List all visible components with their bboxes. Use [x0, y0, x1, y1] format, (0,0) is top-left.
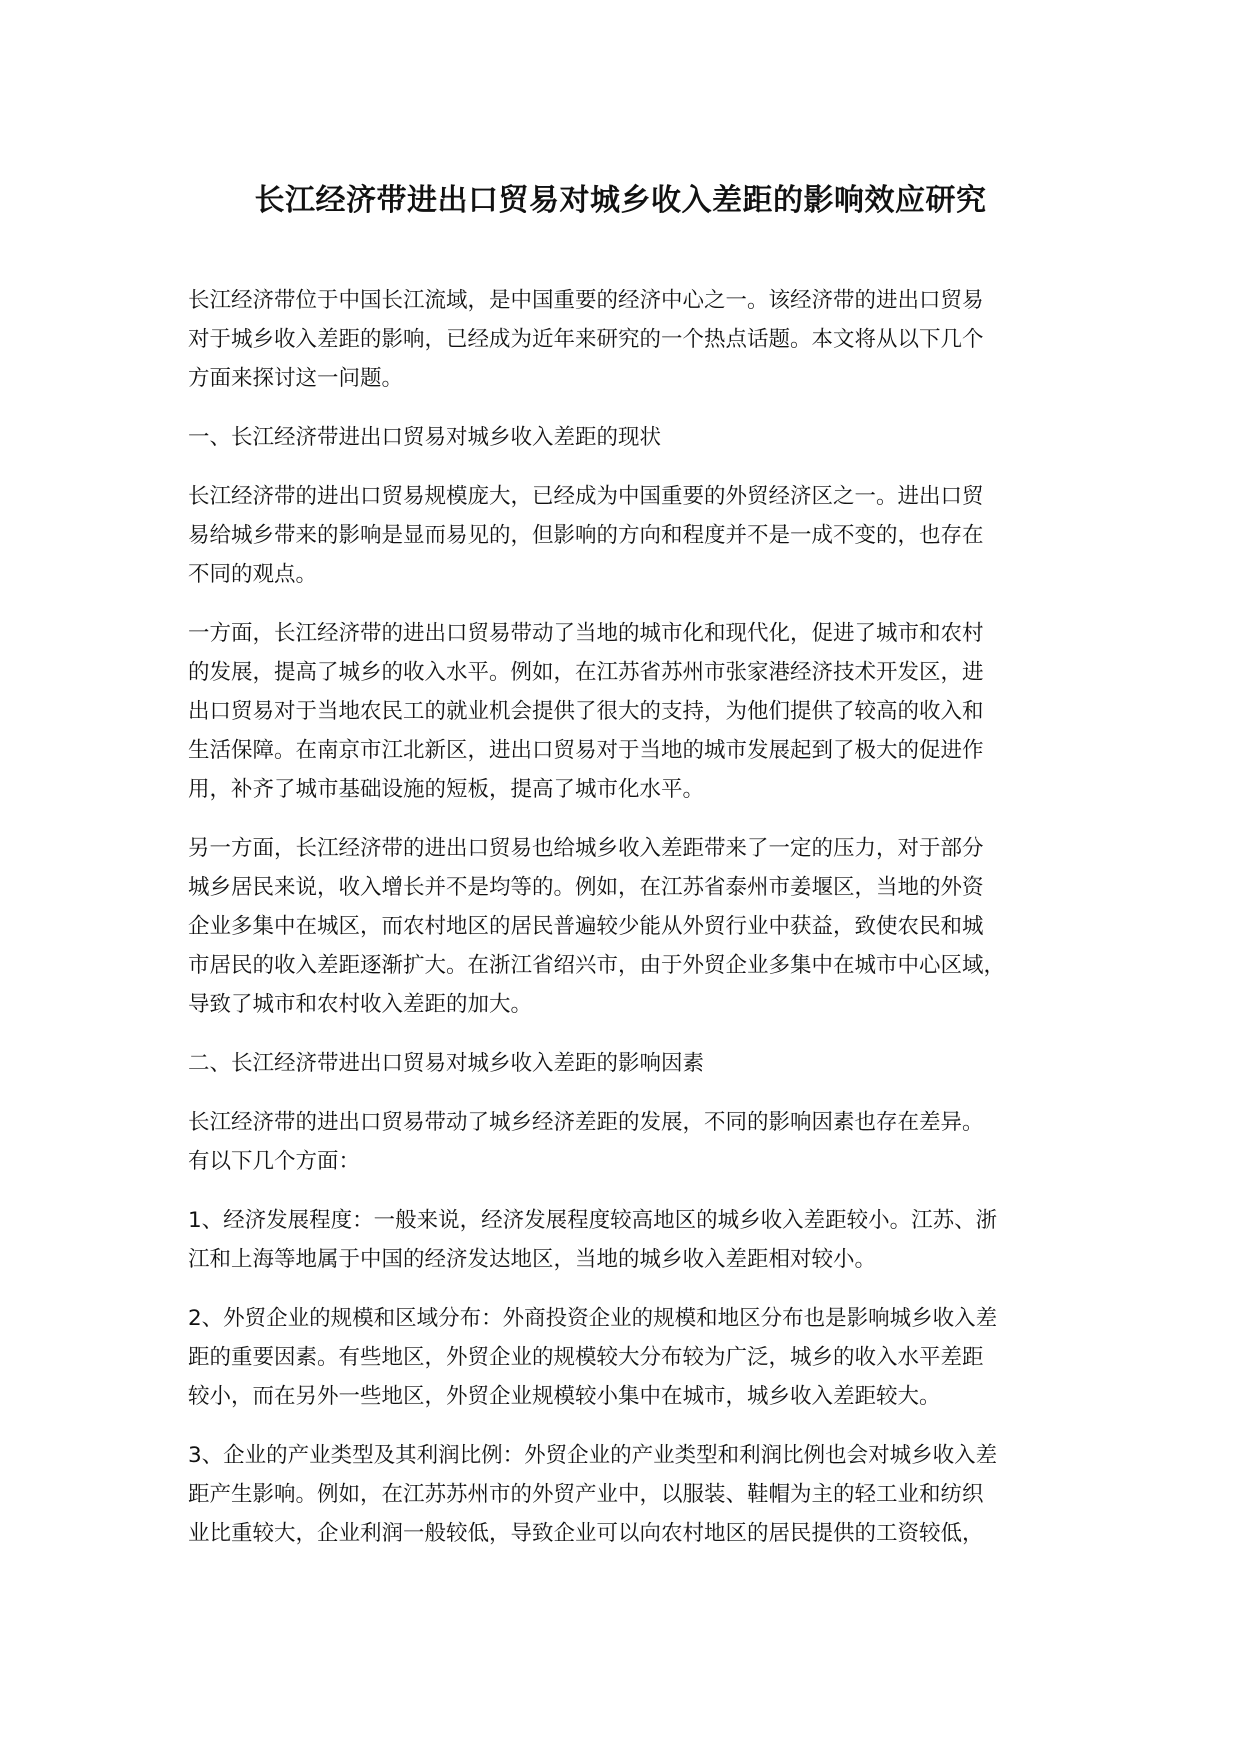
paragraph-line: 有以下几个方面：: [188, 1149, 361, 1174]
paragraph-line: 3、企业的产业类型及其利润比例：外贸企业的产业类型和利润比例也会对城乡收入差: [188, 1443, 998, 1468]
paragraph: [188, 1044, 1088, 1083]
paragraph-line: 距的重要因素。有些地区，外贸企业的规模较大分布较为广泛，城乡的收入水平差距: [188, 1345, 984, 1370]
paragraph-line: 一、长江经济带进出口贸易对城乡收入差距的现状: [188, 425, 662, 450]
paragraph-line: 对于城乡收入差距的影响，已经成为近年来研究的一个热点话题。本文将从以下几个: [188, 327, 984, 352]
paragraph-spacing: [188, 1083, 1088, 1103]
paragraph-line: 易给城乡带来的影响是显而易见的，但影响的方向和程度并不是一成不变的，也存在: [188, 523, 984, 548]
paragraph-line: 方面来探讨这一问题。: [188, 366, 404, 391]
paragraph-line: 城乡居民来说，收入增长并不是均等的。例如，在江苏省泰州市姜堰区，当地的外资: [188, 875, 984, 900]
paragraph-spacing: [188, 398, 1088, 418]
paragraph: [188, 477, 1088, 594]
paragraph-spacing: [188, 594, 1088, 614]
paragraph-line: 业比重较大，企业利润一般较低，导致企业可以向农村地区的居民提供的工资较低，: [188, 1521, 984, 1546]
paragraph-line: 出口贸易对于当地农民工的就业机会提供了很大的支持，为他们提供了较高的收入和: [188, 699, 984, 724]
document-body: [188, 281, 1088, 1553]
paragraph-line: 另一方面，长江经济带的进出口贸易也给城乡收入差距带来了一定的压力，对于部分: [188, 836, 984, 861]
paragraph-spacing: [188, 457, 1088, 477]
paragraph-line: 市居民的收入差距逐渐扩大。在浙江省绍兴市，由于外贸企业多集中在城市中心区域，: [188, 953, 1006, 978]
paragraph-line: 生活保障。在南京市江北新区，进出口贸易对于当地的城市发展起到了极大的促进作: [188, 738, 984, 763]
paragraph: [188, 1201, 1088, 1279]
paragraph-line: 企业多集中在城区，而农村地区的居民普遍较少能从外贸行业中获益，致使农民和城: [188, 914, 984, 939]
paragraph-line: 2、外贸企业的规模和区域分布：外商投资企业的规模和地区分布也是影响城乡收入差: [188, 1306, 998, 1331]
paragraph-line: 不同的观点。: [188, 562, 318, 587]
paragraph: [188, 1436, 1088, 1553]
paragraph: [188, 1103, 1088, 1181]
paragraph-line: 导致了城市和农村收入差距的加大。: [188, 992, 533, 1017]
paragraph-spacing: [188, 1416, 1088, 1436]
paragraph-line: 的发展，提高了城乡的收入水平。例如，在江苏省苏州市张家港经济技术开发区，进: [188, 660, 984, 685]
paragraph: [188, 614, 1088, 809]
paragraph: [188, 281, 1088, 398]
paragraph-line: 用，补齐了城市基础设施的短板，提高了城市化水平。: [188, 777, 705, 802]
paragraph-spacing: [188, 1279, 1088, 1299]
paragraph-line: 一方面，长江经济带的进出口贸易带动了当地的城市化和现代化，促进了城市和农村: [188, 621, 984, 646]
paragraph: [188, 418, 1088, 457]
paragraph-line: 1、经济发展程度：一般来说，经济发展程度较高地区的城乡收入差距较小。江苏、浙: [188, 1208, 998, 1233]
paragraph-line: 长江经济带的进出口贸易规模庞大，已经成为中国重要的外贸经济区之一。进出口贸: [188, 484, 984, 509]
paragraph-line: 二、长江经济带进出口贸易对城乡收入差距的影响因素: [188, 1051, 705, 1076]
paragraph-spacing: [188, 1181, 1088, 1201]
paragraph-line: 长江经济带的进出口贸易带动了城乡经济差距的发展，不同的影响因素也存在差异。: [188, 1110, 984, 1135]
paragraph-line: 江和上海等地属于中国的经济发达地区，当地的城乡收入差距相对较小。: [188, 1247, 877, 1272]
paragraph-spacing: [188, 809, 1088, 829]
paragraph: [188, 1299, 1088, 1416]
paragraph: [188, 829, 1088, 1024]
paragraph-spacing: [188, 1024, 1088, 1044]
paragraph-line: 距产生影响。例如，在江苏苏州市的外贸产业中，以服装、鞋帽为主的轻工业和纺织: [188, 1482, 984, 1507]
paragraph-line: 较小，而在另外一些地区，外贸企业规模较小集中在城市，城乡收入差距较大。: [188, 1384, 941, 1409]
paragraph-line: 长江经济带位于中国长江流域，是中国重要的经济中心之一。该经济带的进出口贸易: [188, 288, 984, 313]
document-title: 长江经济带进出口贸易对城乡收入差距的影响效应研究: [254, 183, 987, 218]
